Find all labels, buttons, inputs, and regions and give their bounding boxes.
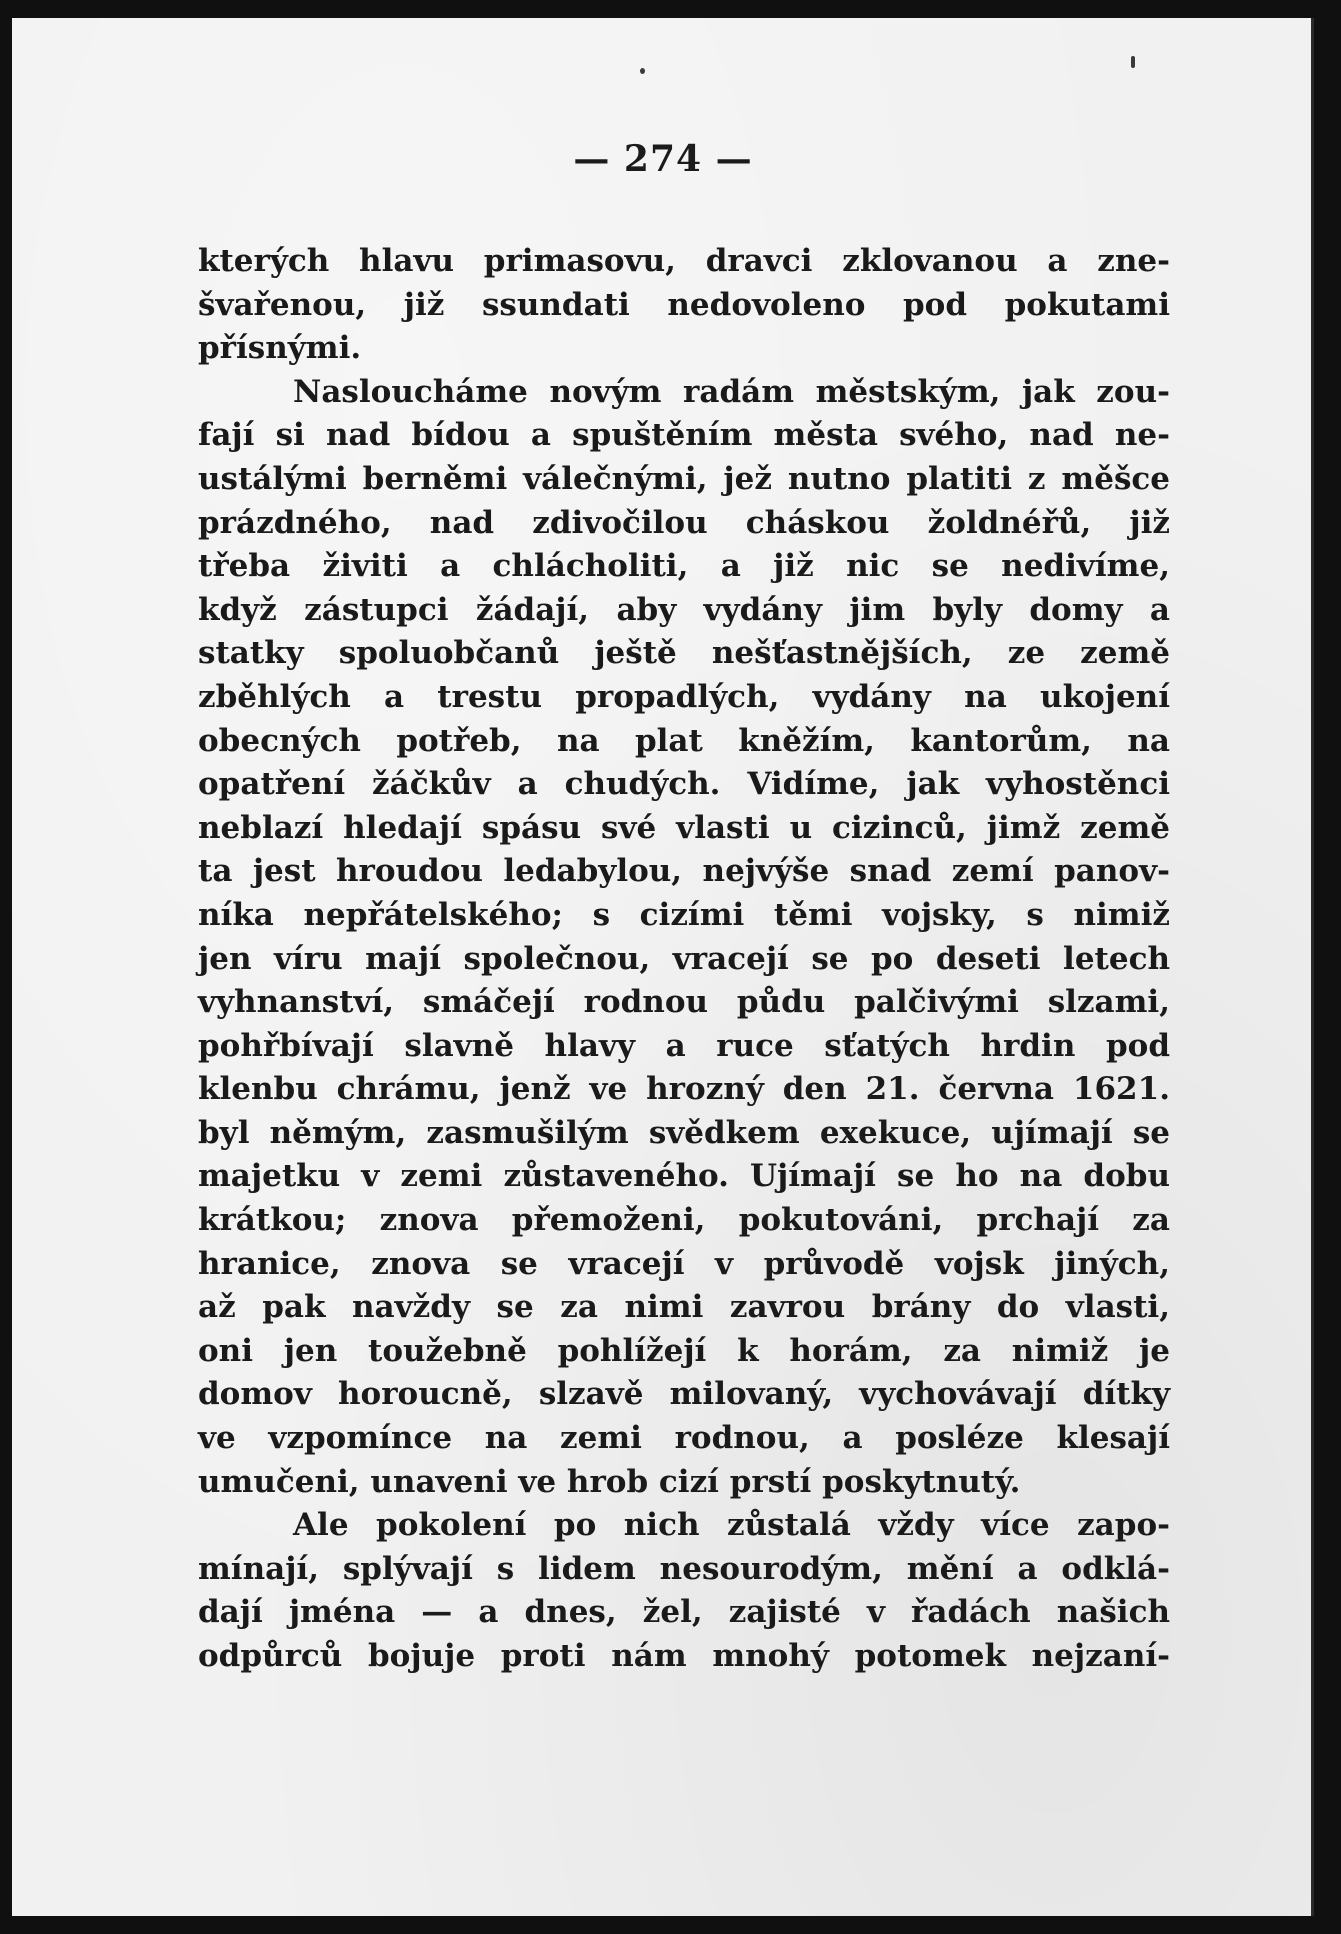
text-line: odpůrců bojuje proti nám mnohý potomek nejzaní- xyxy=(198,1638,1170,1674)
text-line: opatření žáčkův a chudých. Vidíme, jak vyhostěnci xyxy=(198,766,1170,803)
page-number: — 274 — xyxy=(573,138,753,180)
text-line: klenbu chrámu, jenž ve hrozný den 21. června 1621. xyxy=(198,1071,1170,1108)
text-line: kterých hlavu primasovu, dravci zklovanou a zne- xyxy=(198,243,1170,279)
text-line: třeba živiti a chlácholiti, a již nic se nedivíme, xyxy=(198,548,1170,585)
text-line: fají si nad bídou a spuštěním města svého, nad ne- xyxy=(198,417,1170,454)
text-line: když zástupci žádají, aby vydány jim byly domy a xyxy=(198,591,1170,628)
scan-speck xyxy=(640,68,645,74)
text-line: dají jména — a dnes, žel, zajisté v řadách našich xyxy=(198,1594,1170,1631)
book-page xyxy=(12,18,1314,1916)
text-line: Ale pokolení po nich zůstalá vždy více zapo- xyxy=(293,1507,1170,1544)
scan-speck xyxy=(1131,56,1135,68)
body-text xyxy=(198,240,1170,1679)
text-line: jen víru mají společnou, vracejí se po deseti letech xyxy=(198,940,1170,977)
text-line: Nasloucháme novým radám městským, jak zou- xyxy=(293,373,1170,410)
text-line: vyhnanství, smáčejí rodnou půdu palčivými slzami, xyxy=(198,984,1170,1021)
text-line: hranice, znova se vracejí v průvodě vojsk jiných, xyxy=(198,1245,1170,1282)
text-line: ve vzpomínce na zemi rodnou, a posléze klesají xyxy=(198,1420,1170,1457)
text-line: byl němým, zasmušilým svědkem exekuce, ujímají se xyxy=(198,1114,1170,1151)
text-line: zběhlých a trestu propadlých, vydány na ukojení xyxy=(198,678,1170,715)
text-line: prázdného, nad zdivočilou cháskou žoldnéřů, již xyxy=(198,504,1170,541)
text-line: ta jest hroudou ledabylou, nejvýše snad zemí panov- xyxy=(198,853,1170,890)
text-line: níka nepřátelského; s cizími těmi vojsky, s nimiž xyxy=(198,896,1170,933)
text-line: přísnými. xyxy=(198,330,362,367)
text-line: pohřbívají slavně hlavy a ruce sťatých hrdin pod xyxy=(198,1027,1170,1064)
text-line: až pak navždy se za nimi zavrou brány do vlasti, xyxy=(198,1289,1170,1326)
text-line: ustálými berněmi válečnými, jež nutno platiti z měšce xyxy=(198,460,1170,497)
text-line: majetku v zemi zůstaveného. Ujímají se ho na dobu xyxy=(198,1158,1170,1195)
text-line: švařenou, již ssundati nedovoleno pod pokutami xyxy=(198,286,1170,323)
text-line: statky spoluobčanů ještě nešťastnějších, ze země xyxy=(198,635,1170,672)
text-line: oni jen toužebně pohlížejí k horám, za nimiž je xyxy=(198,1332,1170,1369)
text-line: mínají, splývají s lidem nesourodým, mění a odklá- xyxy=(198,1550,1170,1587)
text-line: neblazí hledají spásu své vlasti u cizinců, jimž země xyxy=(198,809,1170,846)
text-line: obecných potřeb, na plat kněžím, kantorům, na xyxy=(198,722,1170,759)
text-line: krátkou; znova přemoženi, pokutováni, prchají za xyxy=(198,1202,1170,1239)
text-line: domov horoucně, slzavě milovaný, vychovávají dítky xyxy=(198,1376,1170,1413)
text-line: umučeni, unaveni ve hrob cizí prstí poskytnutý. xyxy=(198,1463,1021,1500)
page-edge-shadow xyxy=(1311,18,1314,1916)
